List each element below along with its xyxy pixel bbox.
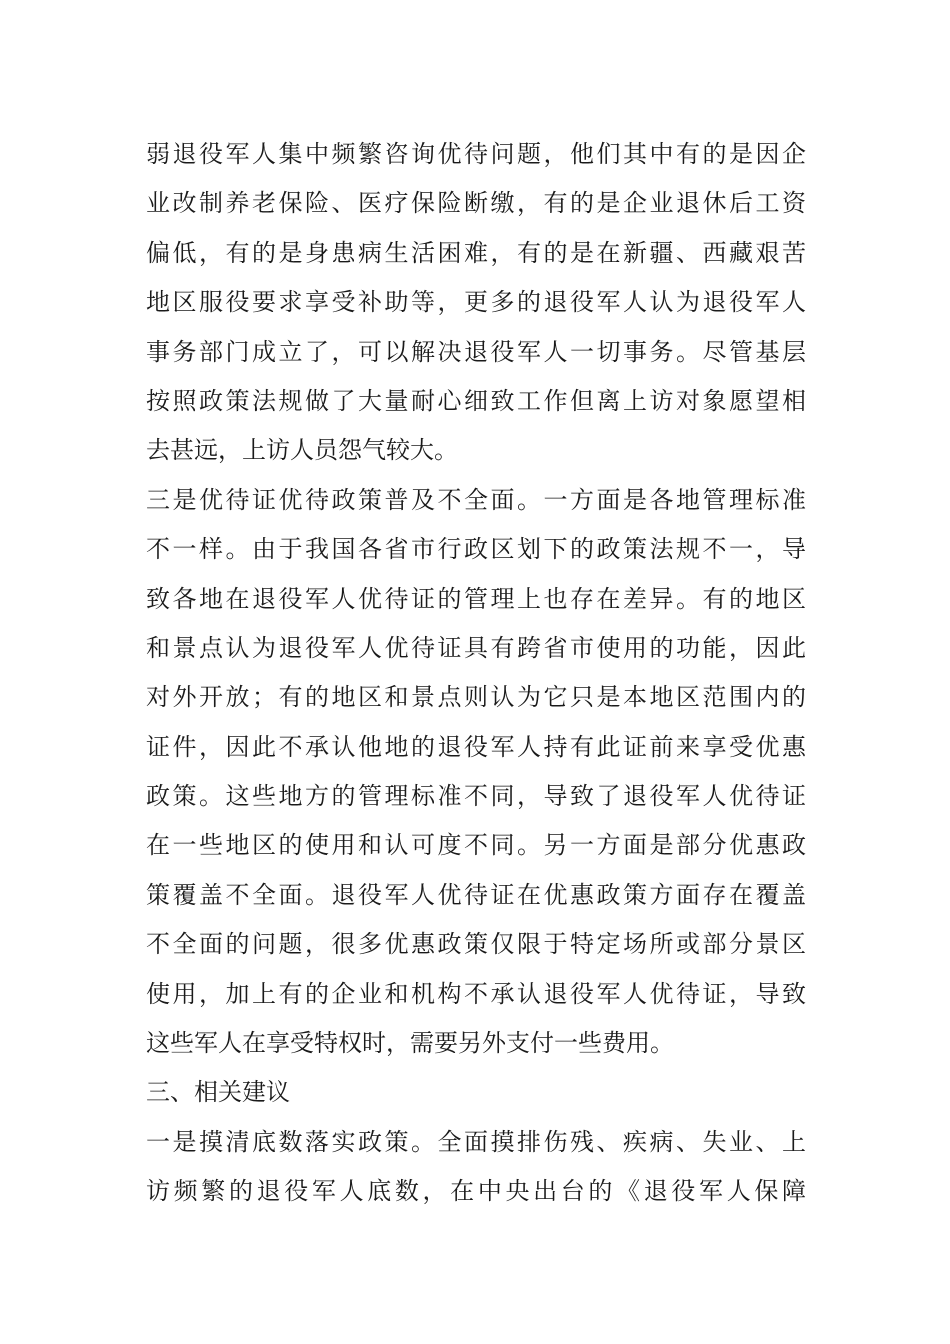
text-line: 一是摸清底数落实政策。全面摸排伤残、疾病、失业、上	[146, 1127, 806, 1156]
text-line: 三是优待证优待政策普及不全面。一方面是各地管理标准	[146, 485, 806, 514]
body-text	[146, 130, 806, 1217]
text-line: 在一些地区的使用和认可度不同。另一方面是部分优惠政	[146, 831, 806, 860]
text-line: 不全面的问题，很多优惠政策仅限于特定场所或部分景区	[146, 930, 806, 959]
text-line: 偏低，有的是身患病生活困难，有的是在新疆、西藏艰苦	[146, 238, 806, 267]
text-line: 使用，加上有的企业和机构不承认退役军人优待证，导致	[146, 979, 806, 1008]
text-line: 访频繁的退役军人底数，在中央出台的《退役军人保障	[146, 1177, 806, 1206]
text-line: 政策。这些地方的管理标准不同，导致了退役军人优待证	[146, 782, 806, 811]
text-line: 业改制养老保险、医疗保险断缴，有的是企业退休后工资	[146, 189, 806, 218]
text-line: 不一样。由于我国各省市行政区划下的政策法规不一，导	[146, 535, 806, 564]
text-line: 去甚远，上访人员怨气较大。	[146, 436, 458, 465]
text-line: 策覆盖不全面。退役军人优待证在优惠政策方面存在覆盖	[146, 880, 806, 909]
text-line: 这些军人在享受特权时，需要另外支付一些费用。	[146, 1029, 674, 1058]
text-line: 弱退役军人集中频繁咨询优待问题，他们其中有的是因企	[146, 140, 806, 168]
section-heading: 三、相关建议	[146, 1078, 290, 1107]
text-line: 致各地在退役军人优待证的管理上也存在差异。有的地区	[146, 584, 806, 613]
text-line: 地区服役要求享受补助等，更多的退役军人认为退役军人	[146, 288, 806, 317]
text-line: 对外开放；有的地区和景点则认为它只是本地区范围内的	[146, 683, 806, 712]
text-line: 按照政策法规做了大量耐心细致工作但离上访对象愿望相	[146, 386, 806, 415]
text-line: 证件，因此不承认他地的退役军人持有此证前来享受优惠	[146, 732, 806, 761]
text-line: 事务部门成立了，可以解决退役军人一切事务。尽管基层	[146, 337, 806, 366]
text-line: 和景点认为退役军人优待证具有跨省市使用的功能，因此	[146, 633, 806, 662]
